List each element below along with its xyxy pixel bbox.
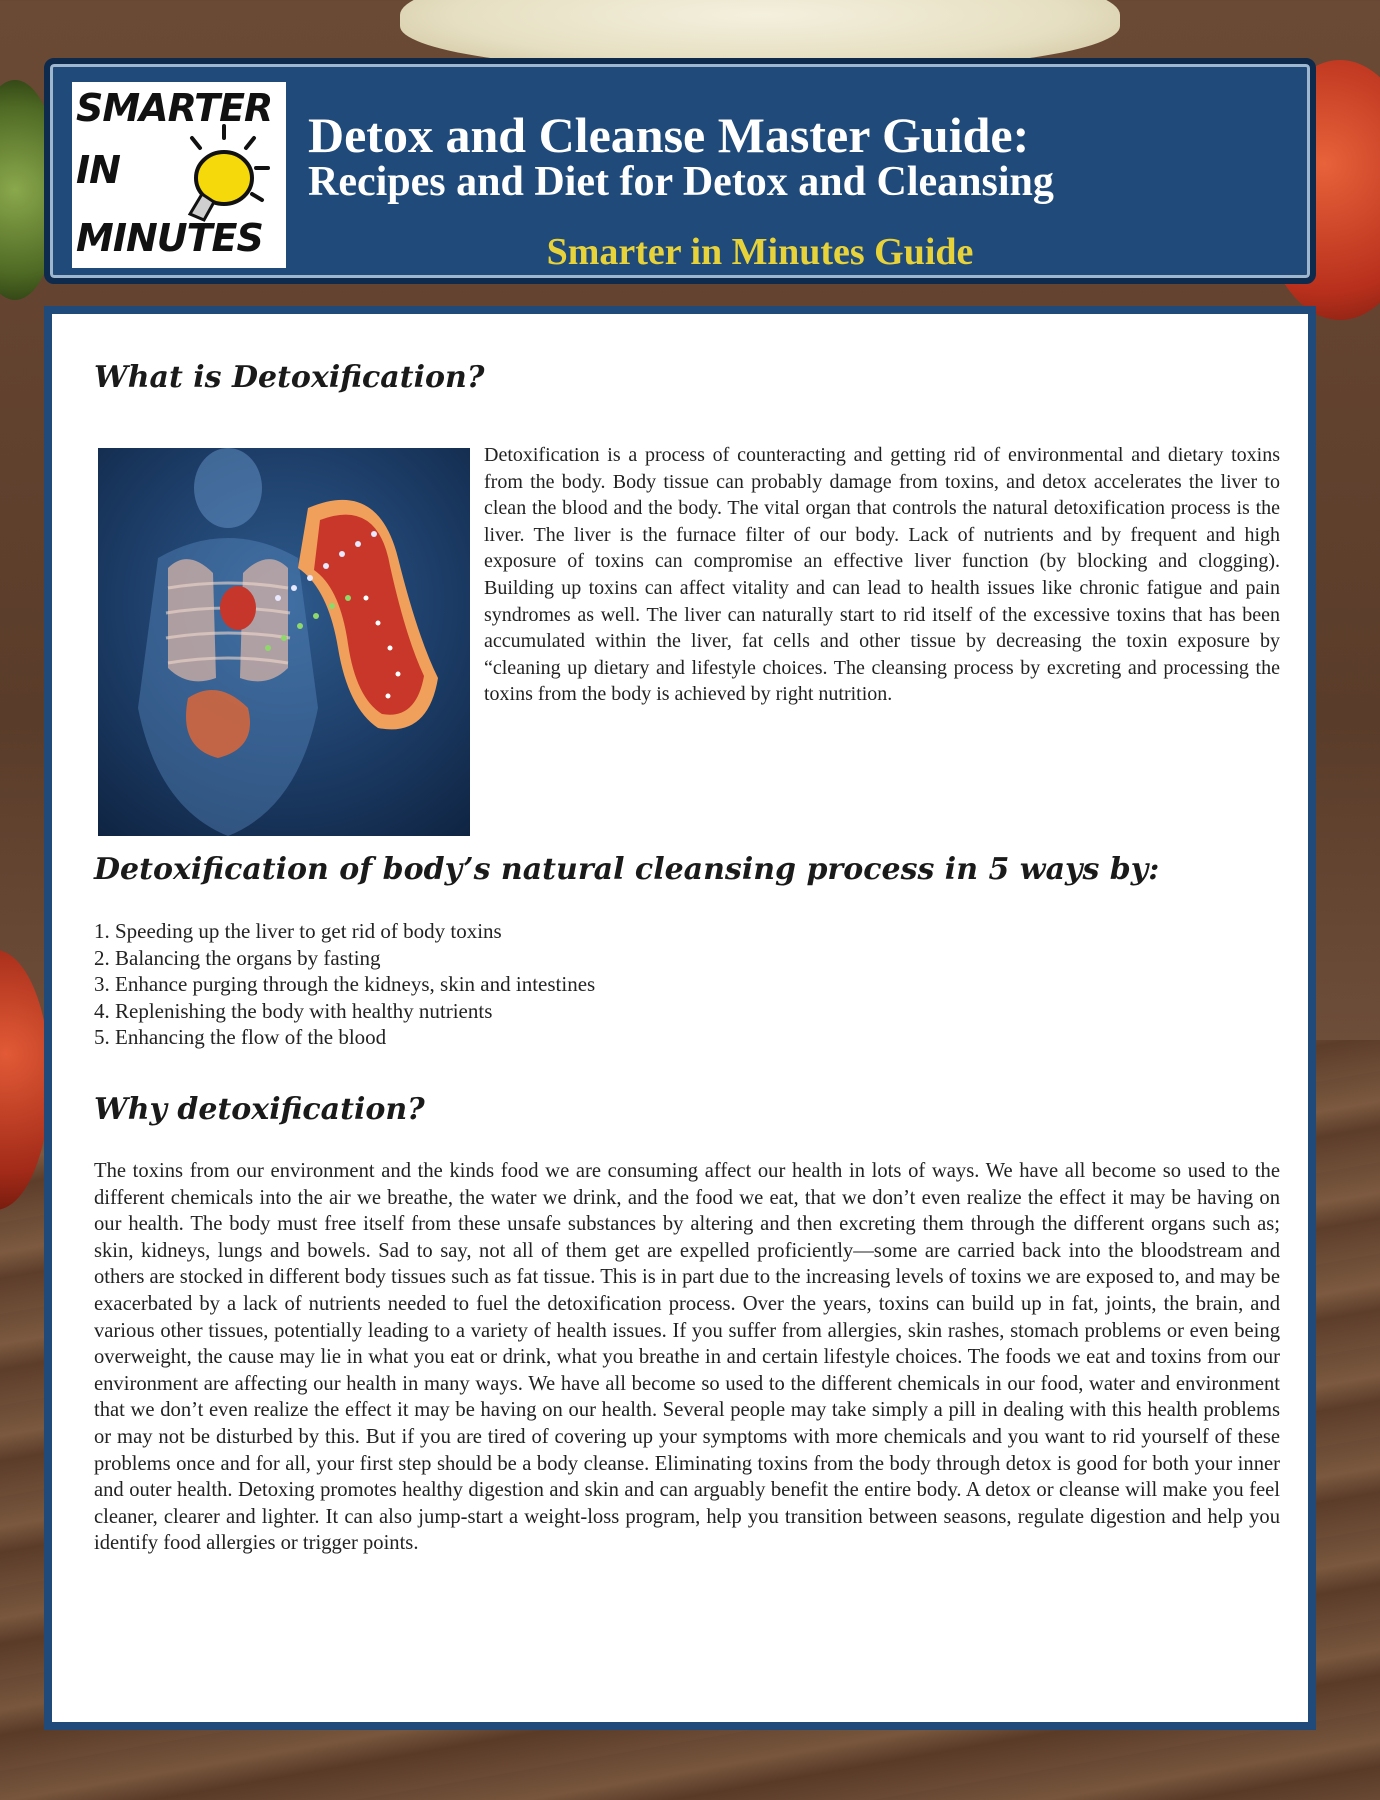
five-ways-list <box>94 918 595 1051</box>
book-title: Detox and Cleanse Master Guide: <box>308 107 1030 163</box>
book-subtitle: Recipes and Diet for Detox and Cleansing <box>308 159 1054 205</box>
heading-what-is-detoxification: What is Detoxification? <box>94 360 485 395</box>
header-banner <box>44 58 1316 284</box>
heading-five-ways: Detoxification of body’s natural cleansing process in 5 ways by: <box>94 852 1160 887</box>
logo-text-line-2: IN <box>76 148 120 192</box>
list-item: 3. Enhance purging through the kidneys, skin and intestines <box>94 972 596 997</box>
list-item: 5. Enhancing the flow of the blood <box>94 1025 387 1050</box>
anatomy-liver-illustration <box>98 448 470 836</box>
anatomy-icon <box>98 448 470 836</box>
list-item: 4. Replenishing the body with healthy nutrients <box>94 998 493 1023</box>
list-item: 1. Speeding up the liver to get rid of body toxins <box>94 919 502 943</box>
content-panel <box>44 306 1316 1730</box>
logo-text-line-3: MINUTES <box>76 216 263 260</box>
logo-text-line-1: SMARTER <box>76 86 273 130</box>
why-detoxification-text: The toxins from our environment and the kinds food we are consuming affect our health in lots of ways. We have all become so used to the different chemicals into the air we breathe, the water we drink, and the food we eat, that we don’t even realize the effect it may be having on our health. The body must free itself from these unsafe substances by altering and then excreting them through the different organs such as; skin, kidneys, lungs and bowels. Sad to say, not all of them get are expelled proficiently—some are carried back into the bloodstream and others are stocked in different body tissues such as fat tissue. This is in part due to the increasing levels of toxins we are exposed to, and may be exacerbated by a lack of nutrients needed to fuel the detoxification process. Over the years, toxins can build up in fat, joints, the brain, and various other tissues, potentially leading to a variety of health issues. If you suffer from allergies, skin rashes, stomach problems or even being overweight, the cause may lie in what you eat or drink, what you breathe in and certain lifestyle choices. The foods we eat and toxins from our environment are affecting our health in many ways. We have all become so used to the different chemicals in our food, water and environment that we don’t even realize the effect it may be having on our health. Several people may take simply a pill in dealing with this health problems or may not be disturbed by this. But if you are tired of covering up your symptoms with more chemicals and you want to rid yourself of these problems once and for all, your first step should be a body cleanse. Eliminating toxins from the body through detox is good for both your inner and outer health. Detoxing promotes healthy digestion and skin and can arguably benefit the entire body. A detox or cleanse will make you feel cleaner, clearer and lighter. It can also jump-start a weight-loss program, help you transition between seasons, regulate digestion and help you identify food allergies or trigger points. <box>94 1160 1280 1555</box>
list-item: 2. Balancing the organs by fasting <box>94 945 381 970</box>
series-name: Smarter in Minutes Guide <box>546 231 974 273</box>
what-is-detoxification-text: Detoxification is a process of counteracting and getting rid of environmental and dietary toxins from the body. Body tissue can probably damage from toxins, and detox accelerates the liver to clean the blood and the body. The vital organ that controls the natural detoxification process is the liver. The liver is the furnace filter of our body. Lack of nutrients and by frequent and high exposure of toxins can compromise an effective liver function (by blocking and clogging). Building up toxins can affect vitality and can lead to health issues like chronic fatigue and pain syndromes as well. The liver can naturally start to rid itself of the excessive toxins that has been accumulated within the liver, fat cells and other tissue by decreasing the toxin exposure by “cleaning up dietary and lifestyle choices. The cleansing process by excreting and processing the toxins from the body is achieved by right nutrition. <box>484 444 1280 706</box>
heading-why-detoxification: Why detoxification? <box>94 1092 425 1127</box>
